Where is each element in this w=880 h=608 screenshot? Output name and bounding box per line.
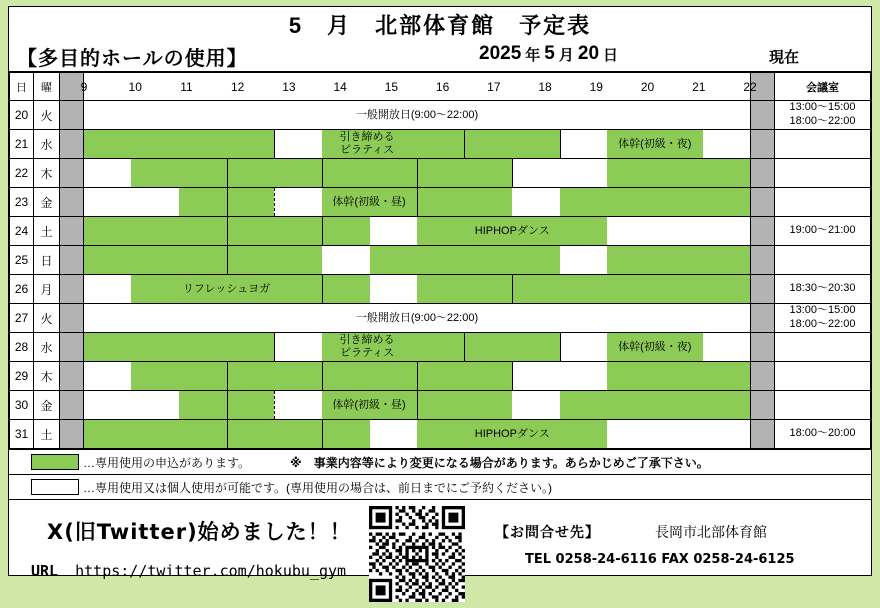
hour-label: 10: [128, 79, 142, 94]
row-gray-left: [60, 130, 84, 159]
table-row: [10, 101, 871, 130]
timeline-label: 一般開放日(9:00～22:00): [355, 108, 479, 121]
row-weekday: 金: [34, 391, 60, 420]
block-divider-dashed: [274, 391, 275, 419]
row-room-booking: 18:00～20:00: [775, 420, 871, 449]
block-divider: [464, 130, 465, 158]
block-divider: [417, 391, 418, 419]
event-label: 体幹(初級・夜): [618, 340, 692, 353]
row-day: 20: [10, 101, 34, 130]
hour-label: 19: [589, 79, 603, 94]
date-day-unit: 日: [603, 46, 619, 64]
table-row: [10, 391, 871, 420]
block-divider: [560, 333, 561, 361]
hour-label: 11: [180, 79, 193, 94]
title-row: [9, 7, 871, 41]
footer: [9, 500, 871, 608]
row-day: 31: [10, 420, 34, 449]
legend-green-text: …専用使用の申込があります。: [83, 455, 251, 470]
event-label: HIPHOPダンス: [474, 427, 550, 440]
block-divider: [227, 246, 228, 274]
current-date: [479, 43, 618, 65]
row-gray-right: [751, 217, 775, 246]
legend-green-swatch: [31, 454, 79, 470]
block-divider: [322, 420, 323, 448]
row-timeline: [84, 101, 751, 130]
row-day: 21: [10, 130, 34, 159]
hour-label: 16: [435, 79, 450, 94]
contact-block: [495, 522, 795, 567]
url-line: [31, 562, 346, 580]
row-gray-left: [60, 159, 84, 188]
hall-usage-label: 【多目的ホールの使用】: [17, 47, 248, 70]
row-room-booking: 18:30～20:30: [775, 275, 871, 304]
schedule-document: [8, 6, 872, 580]
table-row: [10, 159, 871, 188]
url-value[interactable]: https://twitter.com/hokubu_gym: [75, 562, 347, 580]
qr-code-icon: [369, 506, 465, 602]
block-divider: [227, 362, 228, 390]
facility-name: 長岡市北部体育館: [655, 524, 767, 540]
block-divider-dashed: [274, 188, 275, 216]
table-row: [10, 333, 871, 362]
row-timeline: [84, 188, 751, 217]
row-room-booking: [775, 246, 871, 275]
row-gray-left: [60, 420, 84, 449]
now-label: 現在: [769, 49, 800, 66]
block-divider: [417, 159, 418, 187]
block-divider: [417, 188, 418, 216]
row-day: 26: [10, 275, 34, 304]
legend-white-swatch: [31, 479, 79, 495]
row-day: 30: [10, 391, 34, 420]
booked-block[interactable]: [560, 391, 750, 419]
block-divider: [322, 217, 323, 245]
legend-white-text: …専用使用又は個人使用が可能です。(専用使用の場合は、前日までにご予約ください。): [83, 480, 553, 495]
row-room-booking: [775, 391, 871, 420]
row-room-booking: [775, 333, 871, 362]
booked-block[interactable]: [607, 246, 750, 274]
event-label: リフレッシュヨガ: [182, 282, 271, 295]
hour-label: 15: [384, 79, 399, 94]
block-divider: [417, 362, 418, 390]
date-month-unit: 月: [558, 46, 574, 64]
block-divider: [274, 130, 275, 158]
table-header-row: [10, 73, 871, 101]
row-room-booking: 13:00～15:00 18:00～22:00: [775, 101, 871, 130]
row-day: 25: [10, 246, 34, 275]
row-timeline: [84, 217, 751, 246]
row-day: 23: [10, 188, 34, 217]
row-room-booking: 13:00～15:00 18:00～22:00: [775, 304, 871, 333]
row-gray-right: [751, 420, 775, 449]
row-weekday: 水: [34, 333, 60, 362]
block-divider: [227, 188, 228, 216]
block-divider: [227, 420, 228, 448]
row-timeline: [84, 304, 751, 333]
booked-block[interactable]: [560, 188, 750, 216]
date-year-unit: 年: [525, 46, 541, 64]
hour-label: 12: [231, 79, 245, 94]
subtitle-row: [9, 41, 871, 72]
row-gray-left: [60, 217, 84, 246]
row-day: 29: [10, 362, 34, 391]
table-row: [10, 275, 871, 304]
block-divider: [512, 159, 513, 187]
row-gray-right: [751, 159, 775, 188]
event-label: HIPHOPダンス: [474, 224, 550, 237]
schedule-table: [9, 72, 871, 449]
table-row: [10, 304, 871, 333]
row-room-booking: [775, 362, 871, 391]
row-day: 28: [10, 333, 34, 362]
contact-label: 【お問合せ先】: [495, 524, 600, 540]
table-row: [10, 362, 871, 391]
block-divider: [560, 130, 561, 158]
row-weekday: 土: [34, 217, 60, 246]
header-day: 日: [10, 73, 34, 101]
booked-block[interactable]: [417, 275, 750, 303]
row-weekday: 日: [34, 246, 60, 275]
block-divider: [227, 217, 228, 245]
row-gray-right: [751, 246, 775, 275]
row-gray-right: [751, 188, 775, 217]
event-label: 体幹(初級・夜): [618, 137, 692, 150]
row-weekday: 火: [34, 101, 60, 130]
row-gray-left: [60, 188, 84, 217]
hour-label: 18: [538, 79, 552, 94]
row-timeline: [84, 130, 751, 159]
row-gray-right: [751, 101, 775, 130]
block-divider: [322, 362, 323, 390]
event-label: 体幹(初級・昼): [332, 195, 406, 208]
row-room-booking: [775, 130, 871, 159]
row-weekday: 土: [34, 420, 60, 449]
row-gray-right: [751, 391, 775, 420]
row-day: 24: [10, 217, 34, 246]
header-room: 会議室: [775, 73, 871, 101]
row-gray-left: [60, 304, 84, 333]
block-divider: [464, 333, 465, 361]
header-weekday: 曜: [34, 73, 60, 101]
block-divider: [322, 159, 323, 187]
row-room-booking: 19:00～21:00: [775, 217, 871, 246]
hour-label: 21: [692, 79, 706, 94]
legend-green-row: [9, 450, 871, 475]
row-weekday: 木: [34, 159, 60, 188]
table-row: [10, 420, 871, 449]
date-month: 5: [544, 43, 555, 64]
row-gray-right: [751, 333, 775, 362]
block-divider: [227, 159, 228, 187]
date-year: 2025: [479, 43, 522, 64]
hour-label: 14: [333, 79, 347, 94]
row-timeline: [84, 275, 751, 304]
row-gray-left: [60, 391, 84, 420]
page-title: 5 月 北部体育館 予定表: [288, 12, 592, 38]
block-divider: [274, 333, 275, 361]
row-weekday: 木: [34, 362, 60, 391]
legend-note: ※ 事業内容等により変更になる場合があります。あらかじめご了承下さい。: [290, 455, 709, 470]
row-gray-right: [751, 275, 775, 304]
row-day: 22: [10, 159, 34, 188]
table-row: [10, 246, 871, 275]
legend-white-row: [9, 475, 871, 500]
row-weekday: 金: [34, 188, 60, 217]
row-weekday: 火: [34, 304, 60, 333]
row-timeline: [84, 391, 751, 420]
block-divider: [512, 275, 513, 303]
booked-block[interactable]: [607, 362, 750, 390]
legend: [9, 449, 871, 500]
row-gray-left: [60, 246, 84, 275]
row-gray-left: [60, 333, 84, 362]
header-hours: [80, 73, 757, 101]
date-day: 20: [577, 43, 600, 64]
block-divider: [322, 275, 323, 303]
timeline-label: 一般開放日(9:00～22:00): [355, 311, 479, 324]
hour-label: 13: [282, 79, 296, 94]
row-timeline: [84, 420, 751, 449]
row-gray-left: [60, 101, 84, 130]
row-timeline: [84, 362, 751, 391]
row-gray-left: [60, 362, 84, 391]
booked-block[interactable]: [370, 246, 560, 274]
hour-label: 9: [80, 79, 88, 94]
row-room-booking: [775, 159, 871, 188]
twitter-announcement: X(旧Twitter)始めました！！: [47, 520, 352, 544]
hour-label: 20: [640, 79, 655, 94]
row-weekday: 水: [34, 130, 60, 159]
row-timeline: [84, 159, 751, 188]
row-gray-right: [751, 362, 775, 391]
table-row: [10, 217, 871, 246]
event-label: 引き締める ピラティス: [339, 334, 395, 359]
row-timeline: [84, 333, 751, 362]
block-divider: [512, 362, 513, 390]
booked-block[interactable]: [607, 159, 750, 187]
table-row: [10, 188, 871, 217]
hour-label: 17: [487, 79, 501, 94]
url-label: URL: [31, 562, 59, 580]
row-gray-right: [751, 130, 775, 159]
phone-numbers: TEL 0258-24-6116 FAX 0258-24-6125: [525, 552, 795, 567]
row-day: 27: [10, 304, 34, 333]
block-divider: [227, 391, 228, 419]
booked-block[interactable]: [84, 130, 274, 158]
row-room-booking: [775, 188, 871, 217]
table-row: [10, 130, 871, 159]
row-timeline: [84, 246, 751, 275]
booked-block[interactable]: [84, 333, 274, 361]
row-weekday: 月: [34, 275, 60, 304]
row-gray-left: [60, 275, 84, 304]
event-label: 引き締める ピラティス: [339, 131, 395, 156]
event-label: 体幹(初級・昼): [332, 398, 406, 411]
hour-label: 22: [743, 79, 757, 94]
booked-block[interactable]: [84, 246, 322, 274]
row-gray-right: [751, 304, 775, 333]
